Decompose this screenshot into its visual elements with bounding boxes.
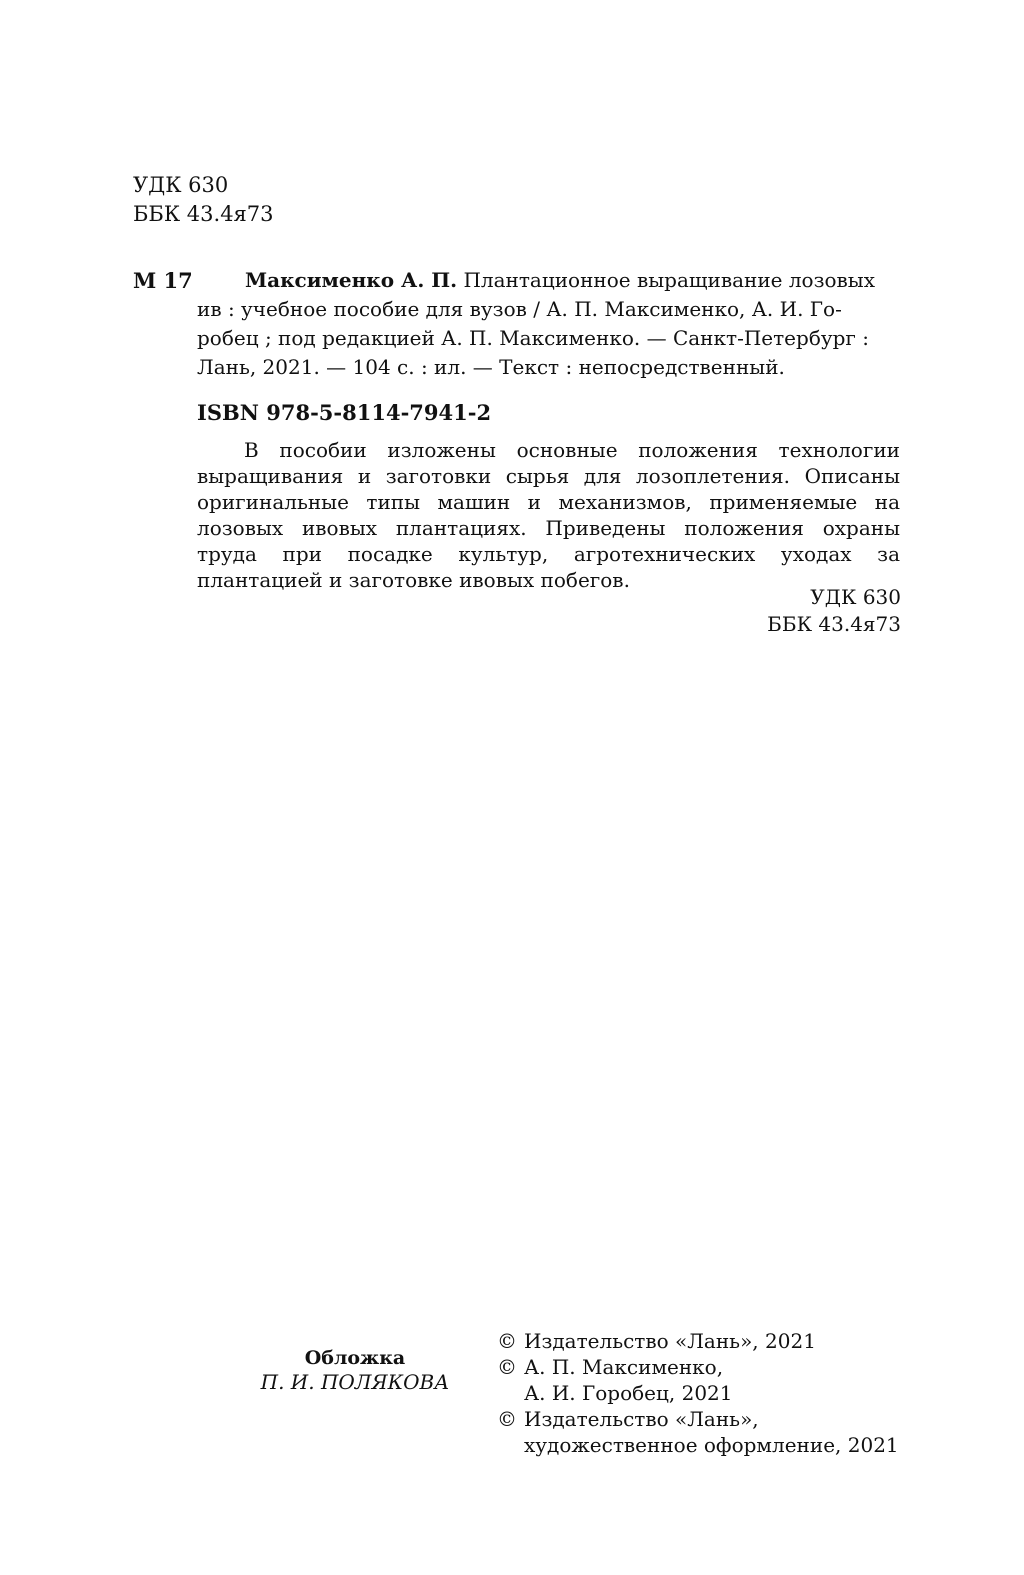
copyright-symbol: © [497,1355,517,1379]
copyright-line [497,1354,899,1380]
copyright-text: А. И. Горобец, 2021 [524,1381,733,1405]
entry-line-3: робец ; под редакцией А. П. Максименко. — Санкт-Петербург : [197,326,870,350]
copyright-text: Издательство «Лань», 2021 [524,1329,816,1353]
entry-continuation [197,295,900,382]
copyright-line [497,1432,899,1458]
bbk-code: ББК 43.4я73 [133,202,274,226]
copyright-line [497,1406,899,1432]
copyright-text: А. П. Максименко, [524,1355,724,1379]
copyright-symbol [497,1432,524,1458]
copyright-block [497,1328,899,1458]
udk-header-block [133,171,274,229]
copyright-line [497,1380,899,1406]
cover-label: Обложка [304,1347,406,1369]
udk-code-right: УДК 630 [810,585,901,609]
copyright-symbol: © [497,1407,517,1431]
entry-line-4: Лань, 2021. — 104 с. : ил. — Текст : непосредственный. [197,355,785,379]
copyright-symbol: © [497,1329,517,1353]
abstract [197,437,900,593]
abstract-text: В пособии изложены основные положения технологии выращивания и заготовки сырья для лозоплетения. Описаны оригинальные типы машин и механизмов, применяемые на лозовых ивовых плантациях. Приведены положения охраны труда при посадке культур, агротехнических уходах за плантацией и заготовке ивовых побегов. [197,438,900,592]
copyright-line [497,1328,899,1354]
copyright-symbol [497,1380,524,1406]
bibliographic-entry [197,266,900,382]
udk-code: УДК 630 [133,173,229,197]
udk-footer-block [767,584,901,638]
author-sign: М 17 [133,268,193,293]
cover-designer: П. И. ПОЛЯКОВА [260,1370,450,1394]
entry-title: Плантационное выращивание лозовых [463,268,876,292]
isbn: ISBN 978-5-8114-7941-2 [197,400,492,425]
entry-line-1 [245,266,900,295]
copyright-text: художественное оформление, 2021 [524,1433,899,1457]
entry-line-2: ив : учебное пособие для вузов / А. П. Максименко, А. И. Го- [197,297,842,321]
bbk-code-right: ББК 43.4я73 [767,612,901,636]
cover-credit [240,1346,470,1394]
copyright-text: Издательство «Лань», [524,1407,759,1431]
entry-author: Максименко А. П. [245,268,458,292]
